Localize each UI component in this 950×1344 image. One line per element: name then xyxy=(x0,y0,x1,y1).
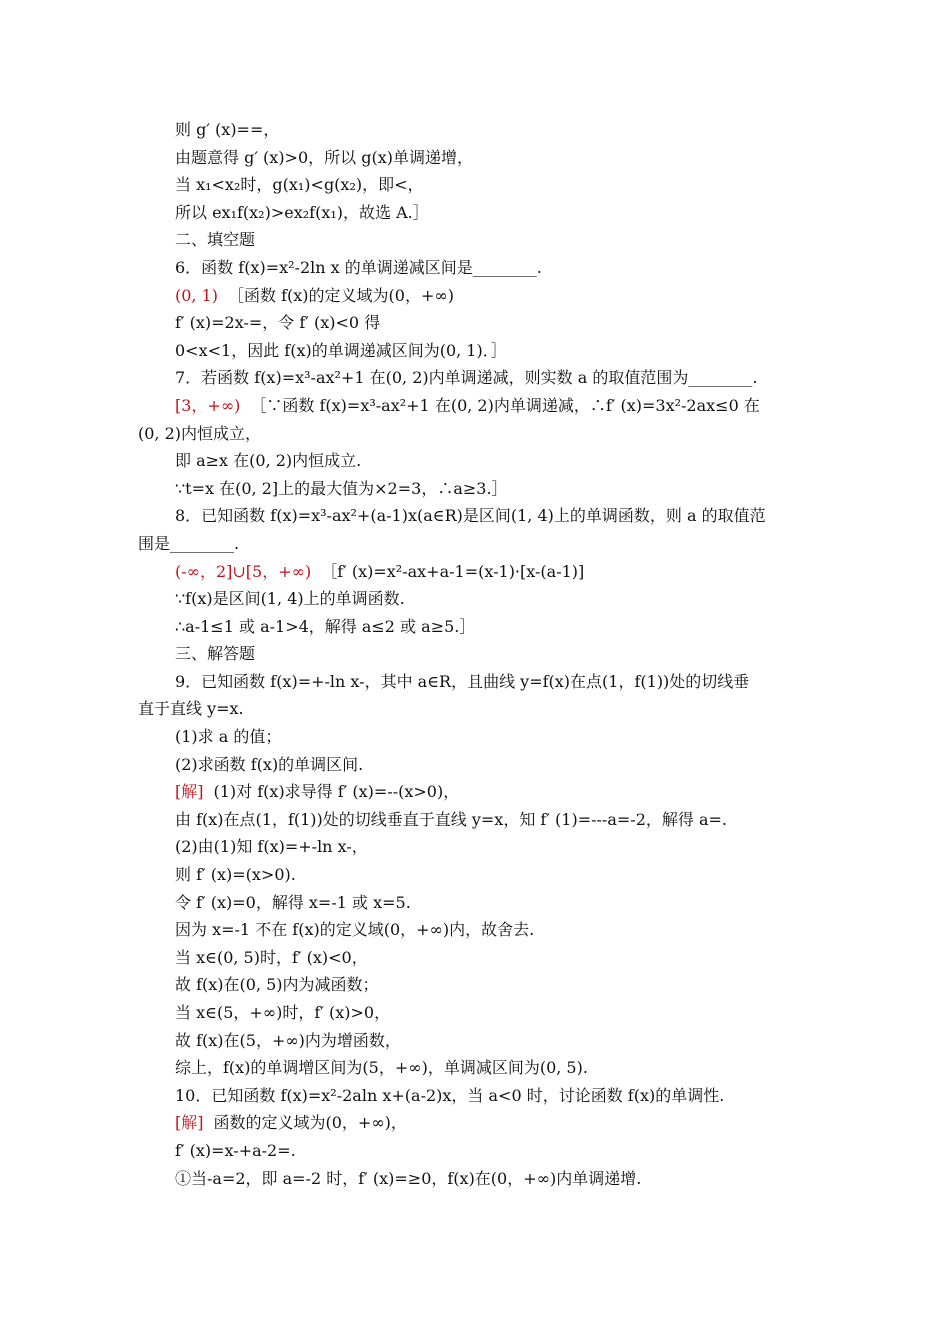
text-line xyxy=(0,999,950,1027)
text-line xyxy=(0,309,950,337)
line-text: 当 x₁<x₂时，g(x₁)<g(x₂)，即<， xyxy=(175,175,424,195)
line-text: 三、解答题 xyxy=(175,644,256,664)
text-line xyxy=(0,558,950,586)
line-text: f′ (x)=x-+a-2=. xyxy=(175,1140,296,1160)
text-line xyxy=(0,833,950,861)
text-line xyxy=(0,199,950,227)
line-text: 当 x∈(0, 5)时，f′ (x)<0， xyxy=(175,947,368,967)
answer-label: [解] xyxy=(175,782,204,802)
line-text: 围是________. xyxy=(138,533,240,553)
line-text: 二、填空题 xyxy=(175,230,256,250)
line-text: 令 f′ (x)=0，解得 x=-1 或 x=5. xyxy=(175,892,411,912)
text-line xyxy=(0,1137,950,1165)
text-line xyxy=(0,364,950,392)
text-line xyxy=(0,751,950,779)
line-text: ①当-a=2，即 a=-2 时，f′ (x)=≥0，f(x)在(0，+∞)内单调递增. xyxy=(175,1168,642,1188)
text-line xyxy=(0,585,950,613)
text-line xyxy=(0,475,950,503)
document-body xyxy=(0,116,950,1192)
line-text: 所以 ex₁f(x₂)>ex₂f(x₁)，故选 A.］ xyxy=(175,202,429,222)
text-line xyxy=(0,420,950,448)
line-text: 即 a≥x 在(0, 2)内恒成立. xyxy=(175,451,362,471)
line-text: f′ (x)=2x-=，令 f′ (x)<0 得 xyxy=(175,313,381,333)
text-line xyxy=(0,144,950,172)
text-line xyxy=(0,1082,950,1110)
line-text: (1)对 f(x)求导得 f′ (x)=--(x>0)， xyxy=(213,782,460,802)
line-text: (2)求函数 f(x)的单调区间. xyxy=(175,754,364,774)
line-text: ∴a-1≤1 或 a-1>4，解得 a≤2 或 a≥5.］ xyxy=(175,616,476,636)
answer-label: (0, 1) xyxy=(175,285,219,305)
line-text: ［∵函数 f(x)=x³-ax²+1 在(0, 2)内单调递减，∴f′ (x)=3x²-2ax≤0 在 xyxy=(250,395,760,415)
answer-label: [解] xyxy=(175,1113,204,1133)
text-line xyxy=(0,226,950,254)
text-line xyxy=(0,171,950,199)
line-text: 综上，f(x)的单调增区间为(5，+∞)，单调减区间为(0, 5). xyxy=(175,1058,588,1078)
text-line xyxy=(0,530,950,558)
text-line xyxy=(0,861,950,889)
answer-label: (-∞，2]∪[5，+∞) xyxy=(175,561,312,581)
line-text: 故 f(x)在(5，+∞)内为增函数， xyxy=(175,1030,401,1050)
line-text: 当 x∈(5，+∞)时，f′ (x)>0， xyxy=(175,1003,391,1022)
line-text: 函数的定义域为(0，+∞)， xyxy=(213,1113,407,1133)
answer-label: [3，+∞) xyxy=(175,395,241,415)
line-text: 直于直线 y=x. xyxy=(138,699,244,719)
text-line xyxy=(0,1165,950,1193)
line-text: 则 f′ (x)=(x>0). xyxy=(175,865,296,885)
text-line xyxy=(0,723,950,751)
text-line xyxy=(0,613,950,641)
text-line xyxy=(0,254,950,282)
line-text: 8．已知函数 f(x)=x³-ax²+(a-1)x(a∈R)是区间(1, 4)上的单调函数，则 a 的取值范 xyxy=(175,506,766,526)
line-text: (0, 2)内恒成立， xyxy=(138,423,262,443)
text-line xyxy=(0,640,950,668)
line-text: ［函数 f(x)的定义域为(0，+∞) xyxy=(228,285,454,305)
text-line xyxy=(0,668,950,696)
text-line xyxy=(0,944,950,972)
line-text: 则 g′ (x)==， xyxy=(175,120,280,139)
line-text: (1)求 a 的值； xyxy=(175,727,282,747)
line-text: 10．已知函数 f(x)=x²-2aln x+(a-2)x，当 a<0 时，讨论函数 f(x)的单调性. xyxy=(175,1085,725,1105)
text-line xyxy=(0,889,950,917)
line-text: 因为 x=-1 不在 f(x)的定义域(0，+∞)内，故舍去. xyxy=(175,920,535,940)
text-line xyxy=(0,116,950,144)
line-text: 0<x<1，因此 f(x)的单调递减区间为(0, 1)．］ xyxy=(175,340,507,360)
text-line xyxy=(0,1054,950,1082)
text-line xyxy=(0,1109,950,1137)
line-text: 由 f(x)在点(1，f(1))处的切线垂直于直线 y=x，知 f′ (1)=---a=-2，解得 a=. xyxy=(175,809,727,829)
line-text: ∵t=x 在(0, 2]上的最大值为×2=3，∴a≥3.］ xyxy=(175,478,508,498)
line-text: 9．已知函数 f(x)=+-ln x-，其中 a∈R，且曲线 y=f(x)在点(1，f(1))处的切线垂 xyxy=(175,671,750,691)
line-text: 故 f(x)在(0, 5)内为减函数； xyxy=(175,975,379,995)
line-text: 6．函数 f(x)=x²-2ln x 的单调递减区间是________. xyxy=(175,257,542,277)
text-line xyxy=(0,695,950,723)
line-text: ∵f(x)是区间(1, 4)上的单调函数. xyxy=(175,589,405,609)
line-text: 由题意得 g′ (x)>0，所以 g(x)单调递增， xyxy=(175,147,473,167)
text-line xyxy=(0,806,950,834)
text-line xyxy=(0,1027,950,1055)
line-text: (2)由(1)知 f(x)=+-ln x-， xyxy=(175,837,368,857)
text-line xyxy=(0,502,950,530)
text-line xyxy=(0,447,950,475)
text-line xyxy=(0,971,950,999)
line-text: ［f′ (x)=x²-ax+a-1=(x-1)·[x-(a-1)] xyxy=(321,561,585,581)
line-text: 7．若函数 f(x)=x³-ax²+1 在(0, 2)内单调递减，则实数 a 的取值范围为________. xyxy=(175,368,758,388)
text-line xyxy=(0,778,950,806)
text-line xyxy=(0,392,950,420)
text-line xyxy=(0,282,950,310)
text-line xyxy=(0,916,950,944)
text-line xyxy=(0,337,950,365)
